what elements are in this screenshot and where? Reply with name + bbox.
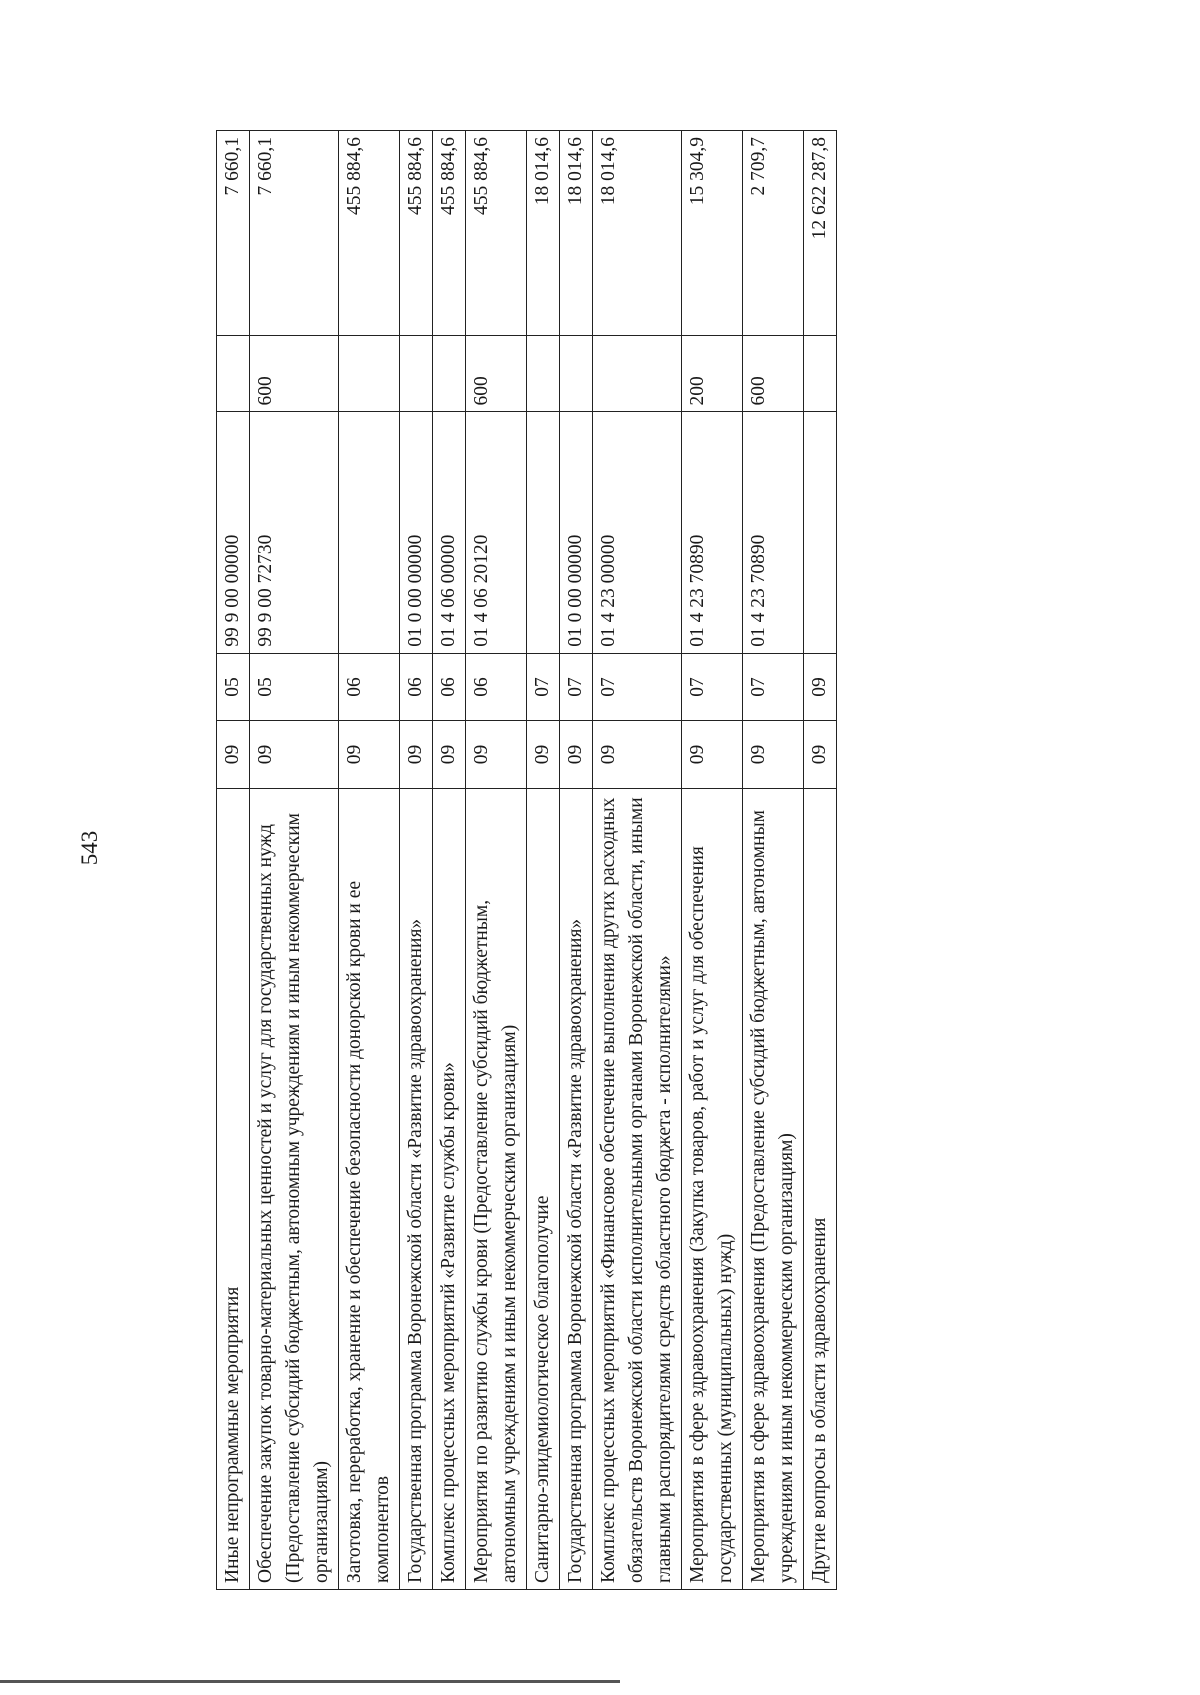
row-expense-type [400,336,433,412]
row-expense-type [339,336,400,412]
row-subsection: 05 [250,653,339,720]
row-expense-type [527,336,560,412]
page-number: 543 [77,830,102,866]
row-amount: 455 884,6 [339,131,400,336]
row-amount: 455 884,6 [433,131,466,336]
row-target-article [527,412,560,653]
row-subsection: 07 [560,653,593,720]
row-expense-type: 600 [743,336,804,412]
row-amount: 7 660,1 [217,131,250,336]
row-expense-type: 200 [682,336,743,412]
row-subsection: 06 [339,653,400,720]
row-name: Мероприятия в сфере здравоохранения (Закупка товаров, работ и услуг для обеспечения государственных (муниципальных) нужд) [682,788,743,1589]
row-section: 09 [433,721,466,788]
row-target-article [804,412,837,653]
row-target-article: 01 4 06 00000 [433,412,466,653]
row-target-article: 99 9 00 72730 [250,412,339,653]
table-row [250,131,339,1590]
row-subsection: 06 [466,653,527,720]
row-expense-type: 600 [250,336,339,412]
row-subsection: 07 [593,653,682,720]
row-name: Комплекс процессных мероприятий «Финансовое обеспечение выполнения других расходных обязательств Воронежской области исполнительными органами Воронежской области, иными главными распорядителями средств областного бюджета - исполнителями» [593,788,682,1589]
row-name: Мероприятия по развитию службы крови (Предоставление субсидий бюджетным, автономным учреждениям и иным некоммерческим организациям) [466,788,527,1589]
table-row [466,131,527,1590]
row-subsection: 05 [217,653,250,720]
table-row [339,131,400,1590]
row-amount: 15 304,9 [682,131,743,336]
table-row [400,131,433,1590]
row-section: 09 [560,721,593,788]
row-target-article: 01 4 23 70890 [682,412,743,653]
row-section: 09 [593,721,682,788]
table-row [743,131,804,1590]
row-amount: 18 014,6 [527,131,560,336]
row-subsection: 06 [400,653,433,720]
row-target-article: 01 4 23 00000 [593,412,682,653]
row-name: Санитарно-эпидемиологическое благополучие [527,788,560,1589]
budget-table [216,130,837,1590]
row-target-article: 01 0 00 00000 [400,412,433,653]
row-name: Другие вопросы в области здравоохранения [804,788,837,1589]
row-section: 09 [466,721,527,788]
row-amount: 12 622 287,8 [804,131,837,336]
row-target-article: 01 0 00 00000 [560,412,593,653]
row-amount: 18 014,6 [593,131,682,336]
row-section: 09 [804,721,837,788]
row-target-article [339,412,400,653]
row-amount: 18 014,6 [560,131,593,336]
table-row [682,131,743,1590]
row-expense-type [804,336,837,412]
row-name: Государственная программа Воронежской области «Развитие здравоохранения» [400,788,433,1589]
row-section: 09 [682,721,743,788]
row-target-article: 01 4 23 70890 [743,412,804,653]
budget-table-container [216,130,837,1590]
row-name: Иные непрограммные мероприятия [217,788,250,1589]
row-subsection: 07 [682,653,743,720]
row-expense-type [433,336,466,412]
scan-edge-divider [0,1680,620,1683]
row-expense-type [560,336,593,412]
row-section: 09 [339,721,400,788]
row-name: Комплекс процессных мероприятий «Развитие службы крови» [433,788,466,1589]
row-name: Мероприятия в сфере здравоохранения (Предоставление субсидий бюджетным, автономным учреждениям и иным некоммерческим организациям) [743,788,804,1589]
row-subsection: 07 [743,653,804,720]
row-subsection: 07 [527,653,560,720]
row-expense-type [217,336,250,412]
row-amount: 2 709,7 [743,131,804,336]
row-amount: 455 884,6 [400,131,433,336]
table-row [560,131,593,1590]
row-subsection: 06 [433,653,466,720]
row-section: 09 [217,721,250,788]
table-row [804,131,837,1590]
row-target-article: 01 4 06 20120 [466,412,527,653]
row-amount: 7 660,1 [250,131,339,336]
row-section: 09 [250,721,339,788]
row-section: 09 [743,721,804,788]
row-amount: 455 884,6 [466,131,527,336]
row-subsection: 09 [804,653,837,720]
row-name: Заготовка, переработка, хранение и обеспечение безопасности донорской крови и ее компонентов [339,788,400,1589]
row-expense-type [593,336,682,412]
row-target-article: 99 9 00 00000 [217,412,250,653]
row-expense-type: 600 [466,336,527,412]
table-row [593,131,682,1590]
table-row [217,131,250,1590]
row-section: 09 [400,721,433,788]
row-section: 09 [527,721,560,788]
row-name: Обеспечение закупок товарно-материальных ценностей и услуг для государственных нужд (Предоставление субсидий бюджетным, автономным учреждениям и иным некоммерческим организациям) [250,788,339,1589]
row-name: Государственная программа Воронежской области «Развитие здравоохранения» [560,788,593,1589]
table-row [527,131,560,1590]
table-row [433,131,466,1590]
